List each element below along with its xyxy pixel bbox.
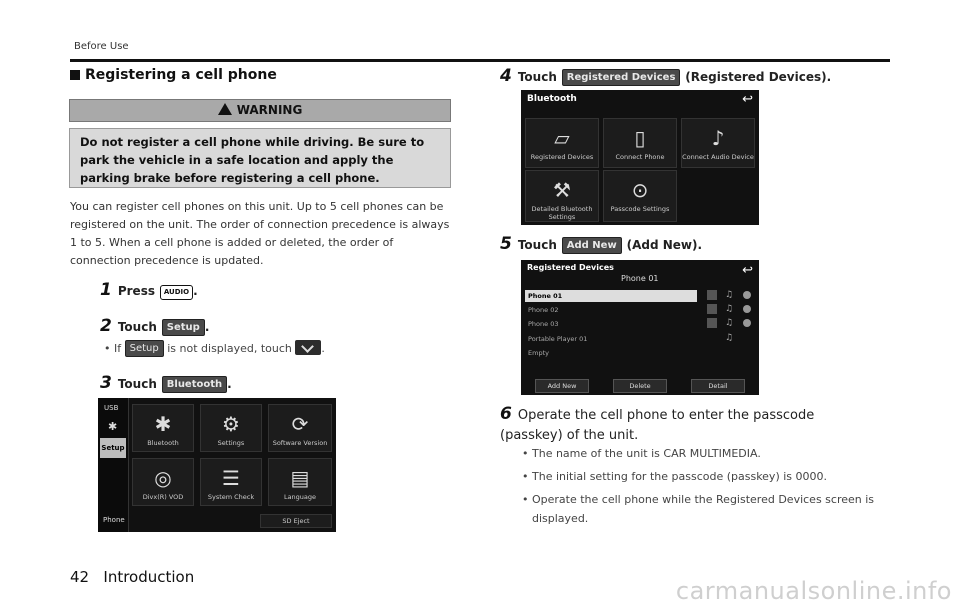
tile-language: ▤ Language: [268, 458, 332, 506]
screen-title: Registered Devices: [527, 263, 614, 272]
detail-button: Detail: [691, 379, 745, 393]
connection-dot-icon: [743, 319, 751, 327]
tile-software-version: ⟳ Software Version: [268, 404, 332, 452]
tile-connect-audio: ♪ Connect Audio Device: [681, 118, 755, 168]
device-row: Empty: [528, 349, 549, 357]
bluetooth-icon: ✱: [154, 412, 172, 436]
music-icon: ♫: [725, 333, 734, 343]
note-item: • Operate the cell phone while the Registered Devices screen is displayed.: [522, 493, 875, 525]
selected-device-name: Phone 01: [621, 274, 659, 283]
usb-label: USB: [104, 404, 119, 412]
tile-passcode-settings: ⊙ Passcode Settings: [603, 170, 677, 222]
step-6: 6 Operate the cell phone to enter the passcode (passkey) of the unit.: [500, 404, 815, 443]
checklist-icon: ☰: [222, 466, 240, 490]
header-rule: [70, 59, 890, 62]
registered-devices-button-label: Registered Devices: [562, 69, 681, 86]
page-footer: 42 Introduction: [70, 568, 195, 586]
step-3: 3 Touch Bluetooth .: [100, 373, 232, 393]
book-icon: ▤: [290, 466, 310, 490]
device-row: Phone 02: [528, 306, 559, 314]
phone-stack-icon: ▱: [554, 126, 570, 150]
delete-button: Delete: [613, 379, 667, 393]
bluetooth-icon: ✱: [108, 420, 118, 433]
tile-registered-devices: ▱ Registered Devices: [525, 118, 599, 168]
section-header: Before Use: [74, 41, 129, 52]
step-2: 2 Touch Setup .: [100, 316, 210, 336]
phone-side-label: Phone: [103, 516, 125, 524]
chevron-down-icon: [295, 340, 321, 355]
warning-header: WARNING: [69, 99, 451, 122]
connection-dot-icon: [743, 305, 751, 313]
step-6-notes: [522, 444, 882, 528]
lock-icon: ⊙: [631, 178, 649, 202]
note-item: • The name of the unit is CAR MULTIMEDIA.: [522, 447, 761, 460]
wrench-icon: ⚙: [222, 412, 240, 436]
back-icon: ↩: [742, 263, 753, 278]
phone-status-icon: [707, 304, 717, 314]
phone-status-icon: [707, 290, 717, 300]
tile-system-check: ☰ System Check: [200, 458, 262, 506]
tile-divx: ◎ Divx(R) VOD: [132, 458, 194, 506]
registered-devices-screenshot: [521, 260, 759, 395]
note-item: • The initial setting for the passcode (passkey) is 0000.: [522, 470, 828, 483]
music-icon: ♫: [725, 290, 734, 300]
side-bar: [98, 398, 129, 532]
tile-settings: ⚙ Settings: [200, 404, 262, 452]
warning-triangle-icon: [218, 103, 232, 115]
setup-menu-screenshot: [98, 398, 336, 532]
warning-text: Do not register a cell phone while driving. Be sure to park the vehicle in a safe location and apply the parking brake before registering a cell phone.: [69, 128, 451, 188]
section-title: Registering a cell phone: [70, 67, 277, 83]
device-row: Portable Player 01: [528, 335, 588, 343]
setup-button-label-2: Setup: [125, 340, 164, 357]
music-icon: ♫: [725, 304, 734, 314]
sd-eject-button: SD Eject: [260, 514, 332, 528]
connection-dot-icon: [743, 291, 751, 299]
audio-key: AUDIO: [160, 285, 193, 300]
back-icon: ↩: [742, 92, 753, 107]
add-new-button-label: Add New: [562, 237, 622, 254]
audio-device-icon: ♪: [711, 126, 725, 150]
intro-paragraph: You can register cell phones on this unit. Up to 5 cell phones can be registered on the unit. The order of connection precedence is always 1 to 5. When a cell phone is added or deleted, the order of connection precedence is updated.: [70, 200, 450, 267]
square-bullet-icon: [70, 70, 80, 80]
watermark: carmanualsonline.info: [675, 577, 952, 605]
bluetooth-button-label: Bluetooth: [162, 376, 227, 393]
bluetooth-menu-screenshot: [521, 90, 759, 225]
refresh-icon: ⟳: [291, 412, 309, 436]
disc-icon: ◎: [154, 466, 172, 490]
tile-bluetooth: ✱ Bluetooth: [132, 404, 194, 452]
phone-icon: ▯: [634, 126, 646, 150]
device-row: Phone 03: [528, 320, 559, 328]
tile-detailed-settings: ⚒ Detailed Bluetooth Settings: [525, 170, 599, 222]
tile-connect-phone: ▯ Connect Phone: [603, 118, 677, 168]
phone-status-icon: [707, 318, 717, 328]
add-new-button: Add New: [535, 379, 589, 393]
step-4: 4 Touch Registered Devices (Registered Devices).: [500, 66, 832, 86]
wrench-icon: ⚒: [553, 178, 571, 202]
device-row: Phone 01: [525, 290, 697, 302]
screen-title: Bluetooth: [527, 94, 577, 104]
setup-button-label: Setup: [162, 319, 205, 336]
music-icon: ♫: [725, 318, 734, 328]
setup-side-label: Setup: [100, 438, 126, 458]
step-2-note: • If Setup is not displayed, touch .: [104, 342, 325, 355]
step-5: 5 Touch Add New (Add New).: [500, 234, 703, 254]
step-1: 1 Press AUDIO .: [100, 280, 198, 300]
